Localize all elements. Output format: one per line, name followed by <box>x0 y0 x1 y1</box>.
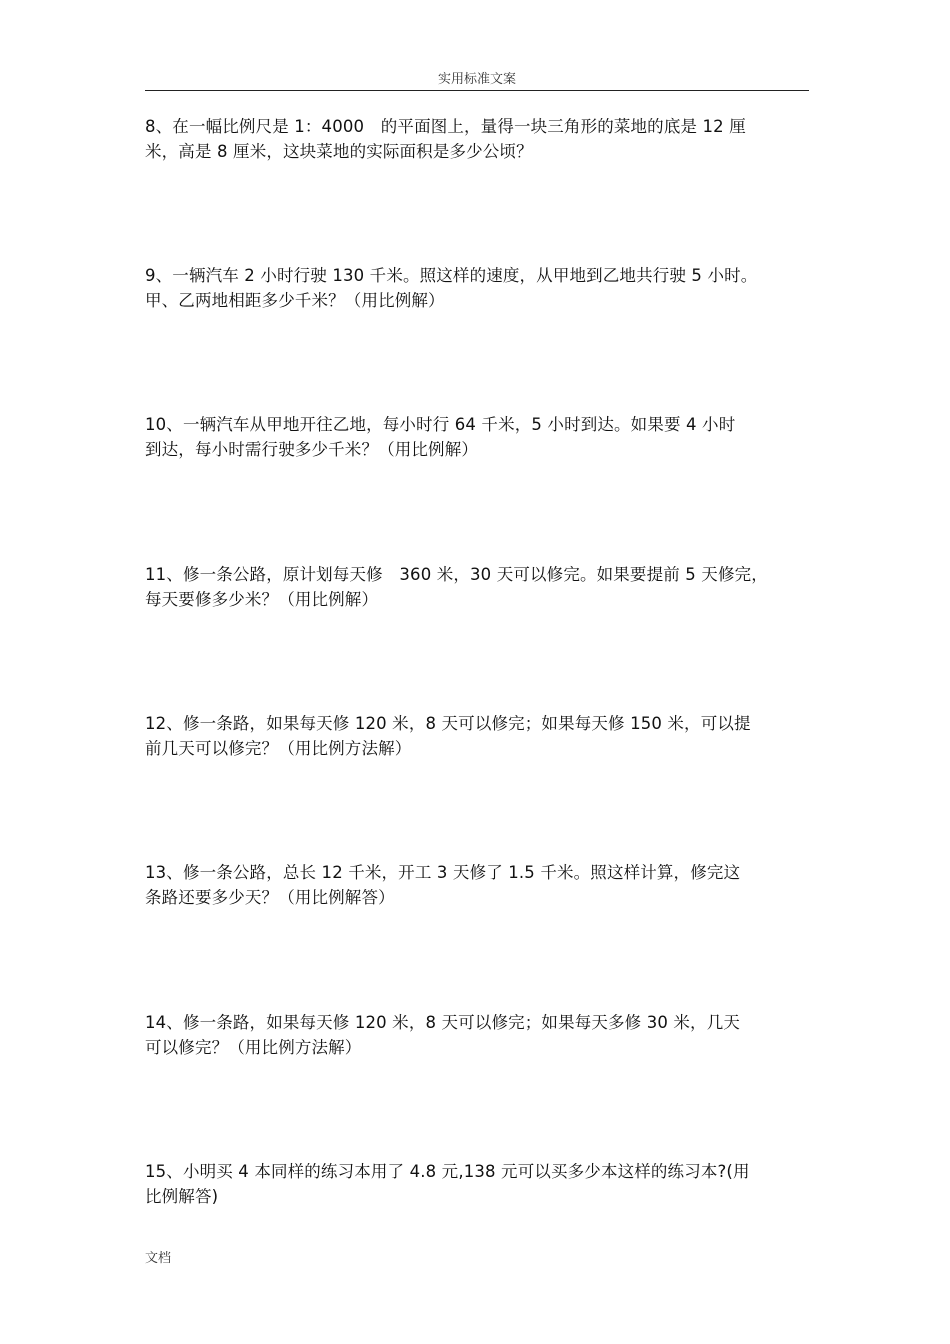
question-line: 条路还要多少天？（用比例解答） <box>145 888 395 907</box>
page-footer: 文档 <box>145 1251 172 1266</box>
question-12 <box>145 711 809 761</box>
question-line: 14、修一条路，如果每天修 120 米，8 天可以修完；如果每天多修 30 米，几天 <box>145 1013 741 1032</box>
question-line: 8、在一幅比例尺是 1：4000 的平面图上，量得一块三角形的菜地的底是 12 厘 <box>145 117 746 136</box>
question-line: 15、小明买 4 本同样的练习本用了 4.8 元,138 元可以买多少本这样的练习本?(用 <box>145 1162 750 1181</box>
question-line: 12、修一条路，如果每天修 120 米，8 天可以修完；如果每天修 150 米，可以提 <box>145 714 751 733</box>
question-14 <box>145 1010 809 1060</box>
question-line: 每天要修多少米？（用比例解） <box>145 590 379 609</box>
question-line: 9、一辆汽车 2 小时行驶 130 千米。照这样的速度，从甲地到乙地共行驶 5 小时。 <box>145 266 758 285</box>
question-8 <box>145 114 809 164</box>
question-10 <box>145 412 809 462</box>
question-line: 米，高是 8 厘米，这块菜地的实际面积是多少公顷？ <box>145 142 533 161</box>
question-line: 13、修一条公路，总长 12 千米，开工 3 天修了 1.5 千米。照这样计算，修完这 <box>145 863 741 882</box>
question-13 <box>145 860 809 910</box>
question-line: 到达，每小时需行驶多少千米？（用比例解） <box>145 440 478 459</box>
question-line: 甲、乙两地相距多少千米？（用比例解） <box>145 291 445 310</box>
question-line: 11、修一条公路，原计划每天修 360 米，30 天可以修完。如果要提前 5 天修完， <box>145 565 768 584</box>
page-header: 实用标准文案 <box>145 70 809 91</box>
question-line: 可以修完？（用比例方法解） <box>145 1038 362 1057</box>
question-11 <box>145 562 809 612</box>
question-9 <box>145 263 809 313</box>
question-line: 前几天可以修完？（用比例方法解） <box>145 739 412 758</box>
question-line: 比例解答) <box>145 1187 219 1206</box>
question-line: 10、一辆汽车从甲地开往乙地，每小时行 64 千米，5 小时到达。如果要 4 小时 <box>145 415 736 434</box>
question-15 <box>145 1159 809 1209</box>
